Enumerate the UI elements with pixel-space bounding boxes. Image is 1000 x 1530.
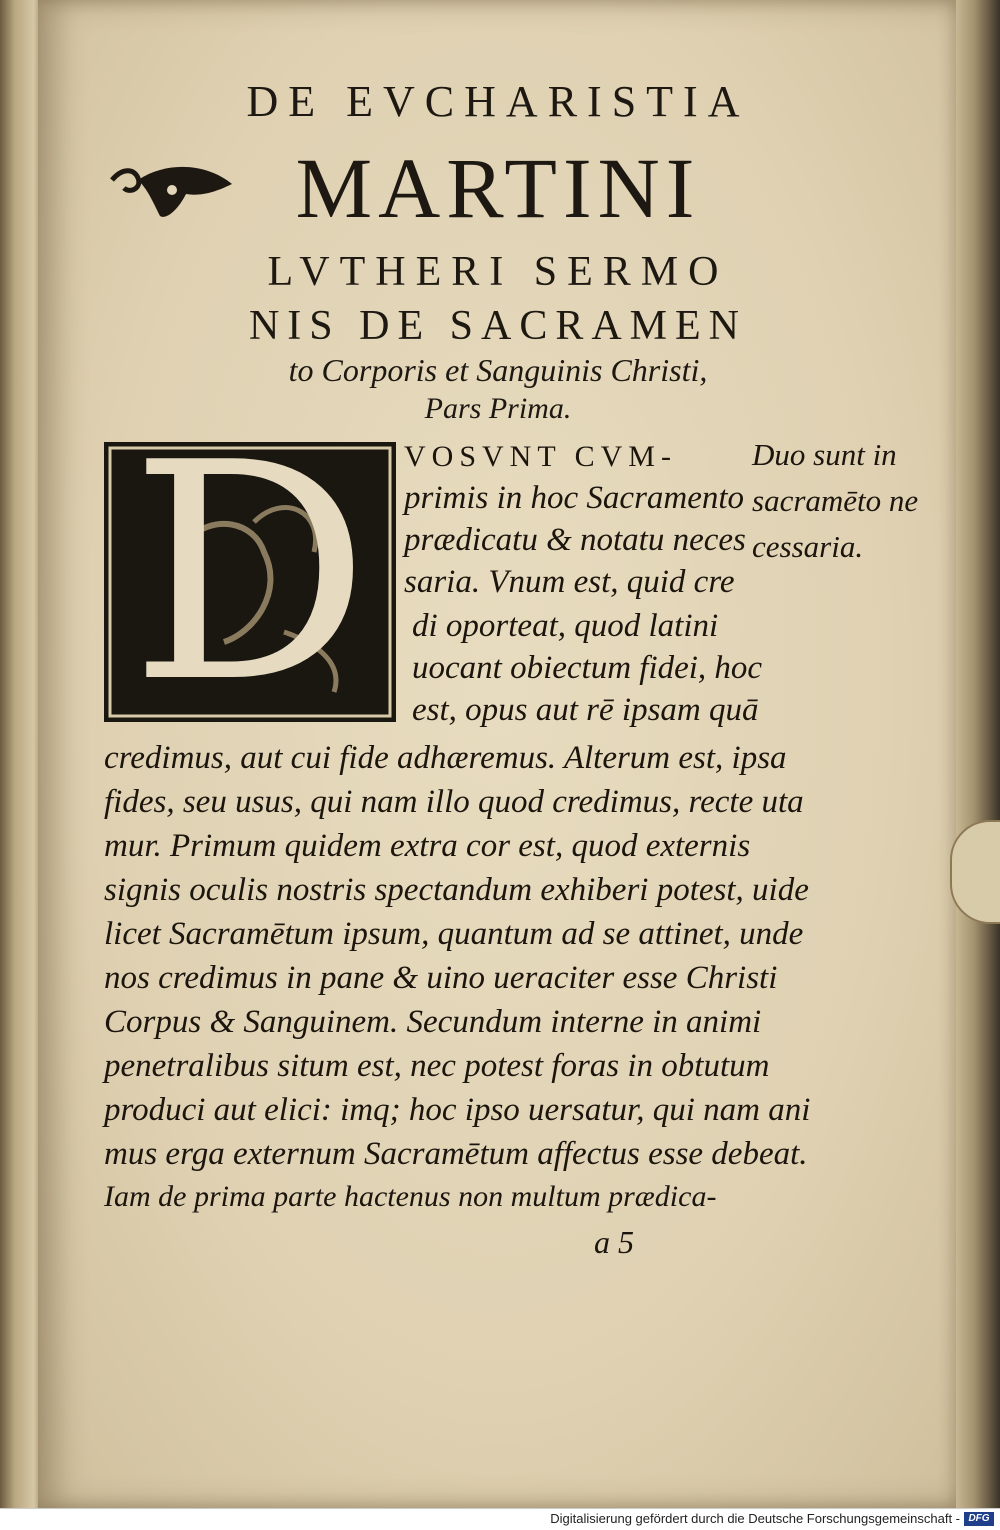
body-line-14: Corpus & Sanguinem. Secundum interne in animi: [104, 1004, 762, 1040]
title-line-5: to Corporis et Sanguinis Christi,: [288, 352, 708, 388]
margin-note-line-3: cessaria.: [752, 529, 864, 564]
body-line-4: saria. Vnum est, quid cre: [404, 564, 735, 600]
footer-credit: Digitalisierung gefördert durch die Deutsche Forschungsgemeinschaft -: [550, 1511, 960, 1526]
title-line-2: MARTINI: [295, 140, 701, 236]
body-line-16: produci aut elici: imq; hoc ipso uersatur, qui nam ani: [104, 1092, 811, 1128]
body-line-15: penetralibus situm est, nec potest foras in obtutum: [104, 1048, 770, 1084]
initial-letter: D: [129, 399, 371, 748]
body-line-17: mus erga externum Sacramētum affectus esse debeat.: [104, 1136, 808, 1172]
body-line-18: Iam de prima parte hactenus non multum prædica-: [104, 1180, 717, 1213]
body-line-12: licet Sacramētum ipsum, quantum ad se attinet, unde: [104, 916, 804, 952]
body-line-3: prædicatu & notatu neces: [404, 522, 746, 558]
title-line-4: NIS DE SACRAMEN: [248, 303, 748, 349]
book-page: [38, 0, 958, 1508]
facing-page-edge: [0, 0, 42, 1508]
title-line-6: Pars Prima.: [424, 392, 572, 425]
title-line-3: LVTHERI SERMO: [267, 249, 729, 295]
body-line-9: fides, seu usus, qui nam illo quod credimus, recte uta: [104, 784, 804, 820]
decorated-initial: [104, 399, 396, 748]
margin-note-line-1: Duo sunt in: [752, 437, 897, 472]
dfg-logo: DFG: [964, 1512, 994, 1526]
footer-bar: [0, 1508, 1000, 1530]
body-line-1: VOSVNT CVM-: [404, 440, 677, 473]
signature-mark: a 5: [594, 1224, 634, 1260]
body-line-2: primis in hoc Sacramento: [404, 480, 745, 516]
title-line-1: DE EVCHARISTIA: [246, 77, 750, 126]
page-tab: [950, 820, 1000, 924]
body-line-10: mur. Primum quidem extra cor est, quod externis: [104, 828, 751, 864]
body-line-11: signis oculis nostris spectandum exhiberi potest, uide: [104, 872, 809, 908]
body-line-5: di oporteat, quod latini: [412, 608, 719, 644]
margin-note-line-2: sacramēto ne: [752, 483, 919, 518]
body-line-7: est, opus aut rē ipsam quā: [412, 692, 759, 728]
margin-note: [752, 432, 918, 570]
body-line-13: nos credimus in pane & uino ueraciter esse Christi: [104, 960, 778, 996]
body-line-8: credimus, aut cui fide adhæremus. Alterum est, ipsa: [104, 740, 787, 776]
body-line-6: uocant obiectum fidei, hoc: [412, 650, 763, 686]
fore-edge: [956, 0, 1000, 1508]
